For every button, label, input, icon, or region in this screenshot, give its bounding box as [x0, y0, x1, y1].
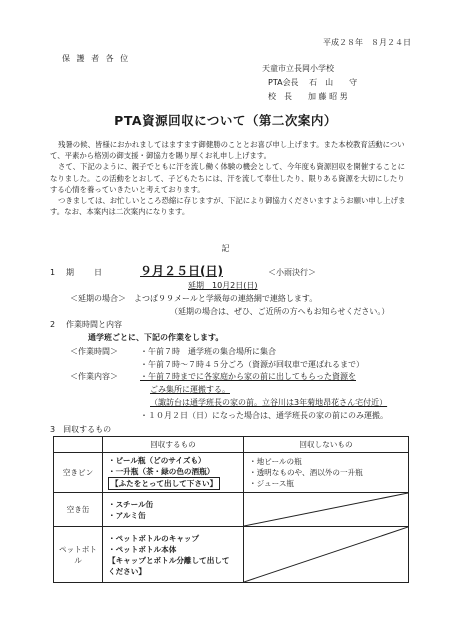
- list-item: ・地ビールの瓶: [249, 457, 302, 466]
- section1-title: 期 日: [66, 268, 108, 277]
- body-paragraph: 残暑の候、皆様におかれましてはますます御健勝のこととお喜び申し上げます。また本校教育活動について、平素から格別の御支援・御協力を賜り厚くお礼申し上げます。: [50, 140, 405, 161]
- empty-cell: [244, 527, 409, 583]
- section2-title: 作業時間と内容: [66, 320, 122, 329]
- body-text: [50, 139, 410, 217]
- empty-cell: [244, 493, 409, 527]
- table-row: [54, 527, 409, 583]
- list-item: ・一升瓶（茶・緑の色の酒瓶）: [108, 467, 215, 476]
- rain-note: ＜小雨決行＞: [268, 268, 316, 277]
- postponed-date: 延期 10月2日(日): [188, 281, 258, 290]
- table-header-row: [54, 437, 409, 453]
- section2-subtitle: 通学班ごとに、下記の作業をします。: [88, 333, 224, 342]
- table-row: [54, 453, 409, 493]
- postpone-notice: ＜延期の場合＞ よつば９９メールと学級毎の連絡網で連絡します。: [70, 294, 318, 303]
- collection-table: [53, 436, 409, 583]
- body-paragraph: さて、下記のように、親子でともに汗を流し働く体験の機会として、今年度も資源回収を開催することになりました。この活動をとおして、子どもたちには、汗を流して奉仕したり、限りある資源を大切にしたりする心情を養っていきたいと考えております。: [50, 162, 406, 194]
- section3-title: 3 回収するもの: [50, 425, 112, 434]
- category-cell: 空きビン: [54, 453, 103, 493]
- school-name: 天童市立長岡小学校: [262, 64, 334, 73]
- work-content-line: （諏訪台は通学班長の家の前。立谷川は3年菊地昂花さん宅付近）: [150, 398, 388, 407]
- list-item: ・透明なものや、酒以外の一升瓶: [249, 468, 363, 477]
- work-time-line: ・午前７時 通学班の集合場所に集合: [140, 347, 276, 356]
- diagonal-line: [244, 493, 408, 526]
- ki-heading: 記: [221, 244, 230, 253]
- document-title: PTA資源回収について（第二次案内）: [114, 113, 337, 128]
- list-item: ・ジュース瓶: [249, 479, 295, 488]
- list-item: ・ビール瓶（どのサイズも）: [108, 456, 206, 465]
- addressee: 保 護 者 各 位: [62, 54, 131, 63]
- list-item: ・ペットボトル本体: [108, 544, 177, 554]
- collected-cell: [103, 527, 244, 583]
- list-item: ・アルミ缶: [108, 510, 146, 520]
- work-content-label: ＜作業内容＞: [70, 372, 118, 381]
- work-content-line: ・１０月２日（日）になった場合は、通学班長の家の前にのみ運搬。: [140, 411, 388, 420]
- body-paragraph: つきましては、お忙しいところ恐縮に存じますが、下記により御協力くださいますようお願い申し上げます。なお、本案内は二次案内になります。: [50, 196, 406, 217]
- collected-cell: [103, 453, 244, 493]
- section1-number: 1: [50, 268, 56, 277]
- pta-president: PTA会長 石 山 守: [268, 78, 358, 87]
- category-cell: 空き缶: [54, 493, 103, 527]
- category-cell: ペットボトル: [54, 527, 103, 583]
- col-header-collected: 回収するもの: [103, 437, 244, 453]
- document-date: 平成２８年 ８月２４日: [323, 38, 411, 47]
- col-header-not-collected: 回収しないもの: [244, 437, 409, 453]
- event-date: ９月２５日(日): [140, 264, 223, 278]
- principal: 校 長 加 藤 昭 男: [268, 92, 348, 101]
- not-collected-cell: [244, 453, 409, 493]
- work-time-label: ＜作業時間＞: [70, 347, 118, 356]
- table-row: [54, 493, 409, 527]
- table-corner-cell: [54, 437, 103, 453]
- work-content-line: ・午前７時までに各家庭から家の前に出してもらった資源を: [140, 372, 356, 381]
- postpone-note: （延期の場合は、ぜひ、ご近所の方へもお知らせください。）: [170, 307, 390, 316]
- work-content-line: ごみ集所に運搬する。: [150, 385, 230, 394]
- list-item: ・スチール缶: [108, 499, 154, 509]
- work-time-line: ・午前７時～７時４５分ごろ（資源が回収車で運ばれるまで）: [140, 360, 364, 369]
- list-item: ・ペットボトルのキャップ: [108, 533, 200, 543]
- section2-number: 2: [50, 320, 56, 329]
- collected-cell: [103, 493, 244, 527]
- list-item: 【キャップとボトル分離して出してください】: [108, 555, 230, 576]
- diagonal-line: [244, 527, 408, 582]
- list-item: 【ふたをとって出して下さい】: [108, 477, 220, 490]
